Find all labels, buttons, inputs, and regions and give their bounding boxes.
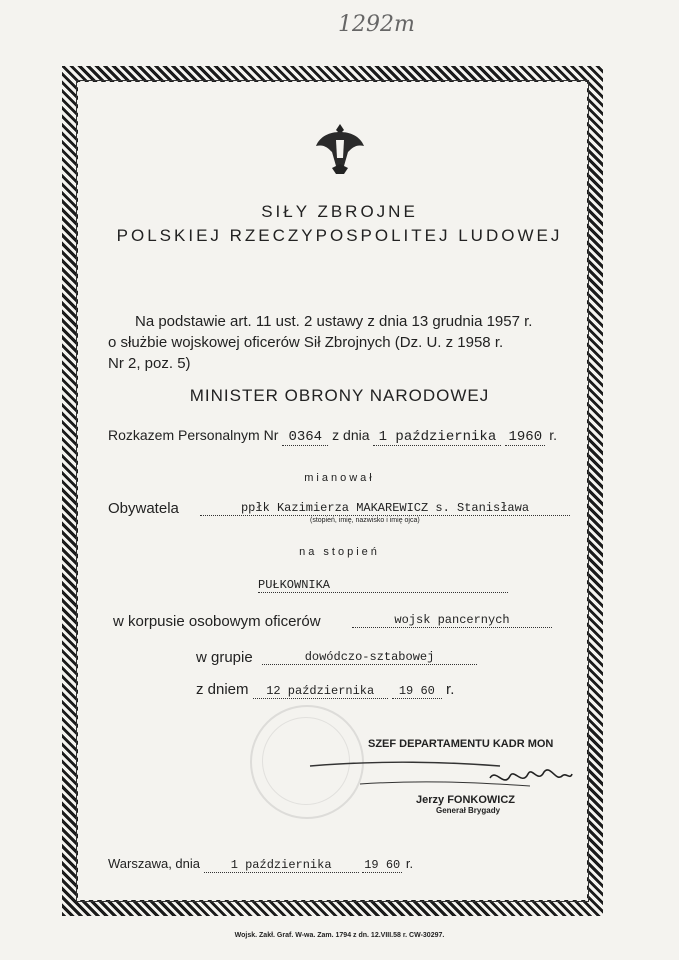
citizen-value: ppłk Kazimierza MAKAREWICZ s. Stanisława bbox=[200, 501, 570, 516]
order-year: 1960 bbox=[505, 429, 545, 446]
place-date-label: Warszawa, dnia bbox=[108, 856, 200, 871]
order-year-suffix: r. bbox=[549, 427, 557, 443]
group-label: w grupie bbox=[196, 649, 253, 666]
signatory-title: SZEF DEPARTAMENTU KADR MON bbox=[368, 738, 554, 750]
effective-line bbox=[196, 681, 454, 699]
group-value: dowódczo-sztabowej bbox=[262, 650, 477, 665]
header-line-1: SIŁY ZBROJNE bbox=[261, 202, 418, 221]
appointed-label: mianował bbox=[304, 472, 375, 484]
corps-value: wojsk pancernych bbox=[352, 613, 552, 628]
order-line bbox=[108, 427, 557, 446]
rank-label: na stopień bbox=[299, 546, 380, 558]
order-number: 0364 bbox=[282, 429, 328, 446]
signature-graphic bbox=[300, 758, 580, 798]
effective-year: 19 60 bbox=[392, 684, 442, 699]
order-day-month: 1 października bbox=[373, 429, 501, 446]
eagle-emblem-icon bbox=[310, 118, 370, 178]
signatory-rank: Generał Brygady bbox=[436, 806, 501, 815]
citizen-caption: (stopień, imię, nazwisko i imię ojca) bbox=[310, 517, 420, 524]
order-date-label: z dnia bbox=[332, 427, 370, 443]
signatory-name: Jerzy FONKOWICZ bbox=[416, 794, 516, 806]
place-date-line bbox=[108, 856, 413, 873]
place-date-year: 19 60 bbox=[364, 858, 401, 872]
place-date-suffix: r. bbox=[405, 856, 414, 871]
minister-title: MINISTER OBRONY NARODOWEJ bbox=[189, 386, 490, 405]
preamble-line-2: o służbie wojskowej oficerów Sił Zbrojnych (Dz. U. z 1958 r. bbox=[108, 334, 504, 351]
order-label: Rozkazem Personalnym Nr bbox=[108, 427, 279, 443]
header-line-2: POLSKIEJ RZECZYPOSPOLITEJ LUDOWEJ bbox=[116, 226, 563, 245]
preamble-line-1: Na podstawie art. 11 ust. 2 ustawy z dnia 13 grudnia 1957 r. bbox=[135, 313, 533, 330]
effective-day-month: 12 października bbox=[253, 684, 388, 699]
place-date-day-month: 1 października bbox=[204, 858, 359, 873]
handwritten-note: 1292m bbox=[338, 12, 415, 37]
rank-value: PUŁKOWNIKA bbox=[258, 578, 508, 593]
corps-label: w korpusie osobowym oficerów bbox=[113, 613, 321, 630]
imprint-line: Wojsk. Zakł. Graf. W-wa. Zam. 1794 z dn. 12.VIII.58 r. CW-30297. bbox=[234, 932, 445, 939]
citizen-label: Obywatela bbox=[108, 500, 179, 517]
effective-suffix: r. bbox=[446, 681, 455, 698]
preamble-line-3: Nr 2, poz. 5) bbox=[108, 355, 191, 372]
effective-label: z dniem bbox=[196, 681, 249, 698]
